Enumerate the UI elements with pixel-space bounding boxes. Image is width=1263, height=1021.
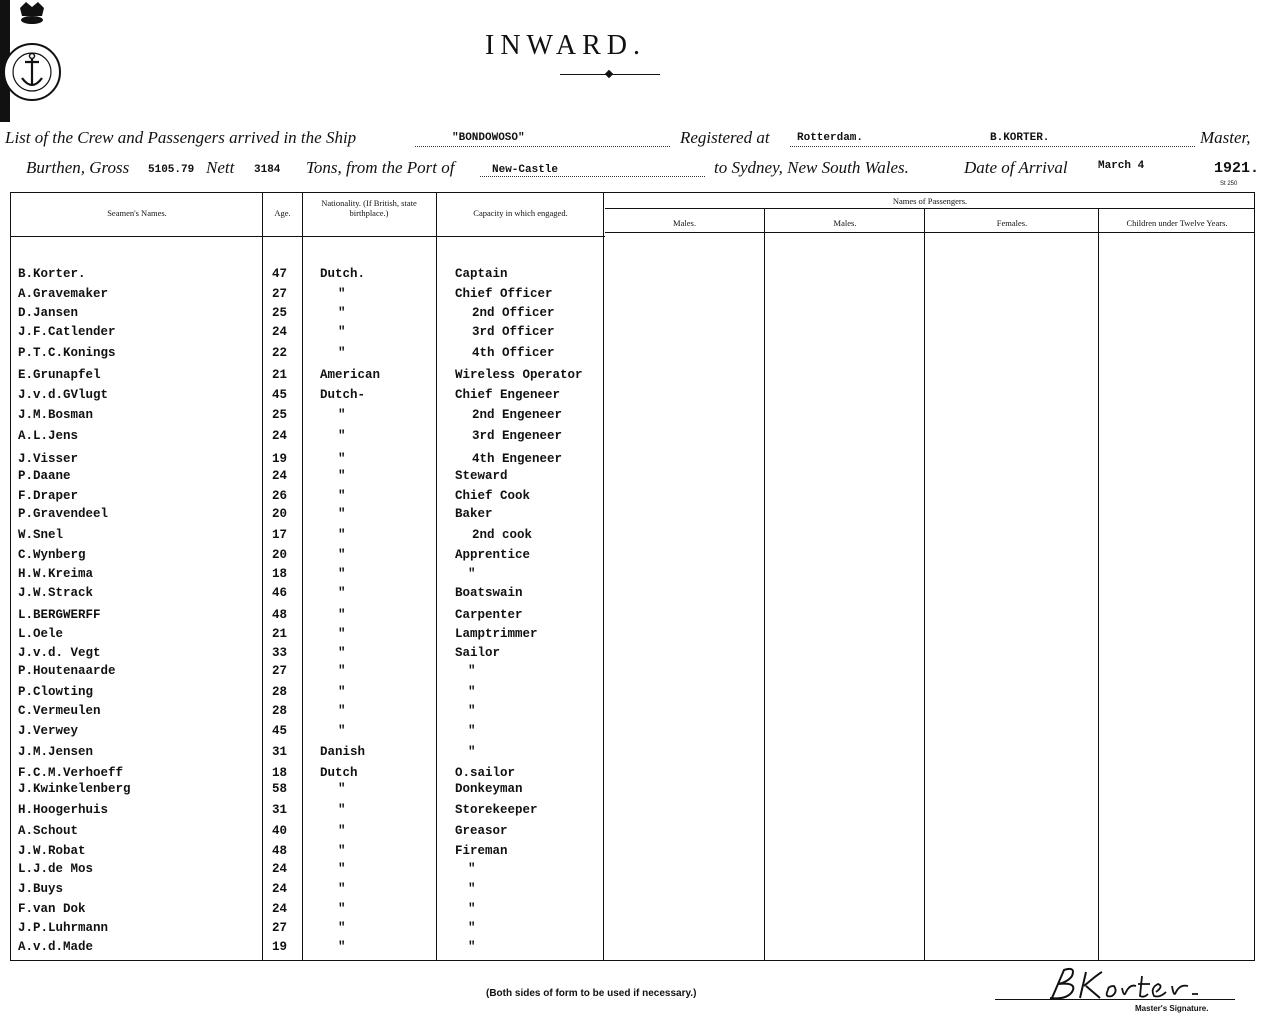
col-border-males2: [764, 208, 765, 960]
crew-nationality: ": [338, 452, 346, 466]
crew-name: F.C.M.Verhoeff: [18, 766, 124, 780]
arrival-year: 1921.: [1214, 160, 1260, 177]
crew-name: J.F.Catlender: [18, 325, 116, 339]
table-bottom-rule: [10, 960, 1255, 961]
crew-name: J.Buys: [18, 882, 64, 896]
crew-name: J.v.d. Vegt: [18, 646, 101, 660]
crew-capacity: 2nd Engeneer: [472, 408, 563, 422]
crew-name: P.Gravendeel: [18, 507, 109, 521]
crew-name: J.Verwey: [18, 724, 79, 738]
crew-capacity: 2nd cook: [472, 528, 533, 542]
crew-age: 46: [272, 586, 288, 600]
crew-name: J.v.d.GVlugt: [18, 388, 109, 402]
table-top-rule: [10, 192, 1255, 193]
crew-nationality: ": [338, 627, 346, 641]
crew-age: 24: [272, 325, 288, 339]
crew-nationality: ": [338, 724, 346, 738]
crew-age: 19: [272, 940, 288, 954]
crew-capacity: Captain: [455, 267, 508, 281]
crew-name: J.M.Jensen: [18, 745, 94, 759]
col-head-females: Females.: [996, 218, 1028, 228]
crew-age: 27: [272, 921, 288, 935]
crew-nationality: ": [338, 325, 346, 339]
crew-capacity: 3rd Engeneer: [472, 429, 563, 443]
crew-capacity: ": [468, 664, 476, 678]
crew-nationality: ": [338, 306, 346, 320]
crew-name: H.Hoogerhuis: [18, 803, 109, 817]
crew-capacity: ": [468, 882, 476, 896]
crew-nationality: ": [338, 429, 346, 443]
crew-nationality: ": [338, 902, 346, 916]
crew-nationality: ": [338, 685, 346, 699]
crew-nationality: ": [338, 489, 346, 503]
crew-age: 19: [272, 452, 288, 466]
crew-capacity: ": [468, 921, 476, 935]
crew-nationality: ": [338, 940, 346, 954]
crew-age: 25: [272, 408, 288, 422]
crew-age: 24: [272, 902, 288, 916]
crew-nationality: ": [338, 586, 346, 600]
crew-capacity: Steward: [455, 469, 508, 483]
crew-nationality: ": [338, 567, 346, 581]
crew-age: 24: [272, 469, 288, 483]
crew-capacity: Baker: [455, 507, 493, 521]
crew-capacity: Chief Cook: [455, 489, 531, 503]
col-border-females: [924, 208, 925, 960]
registered-at: Rotterdam.: [797, 132, 864, 144]
crew-age: 28: [272, 704, 288, 718]
col-head-capacity: Capacity in which engaged.: [473, 208, 568, 218]
crew-capacity: ": [468, 745, 476, 759]
crew-name: A.L.Jens: [18, 429, 79, 443]
header-master-label: Master,: [1200, 128, 1251, 147]
crew-capacity: ": [468, 567, 476, 581]
crew-name: P.T.C.Konings: [18, 346, 116, 360]
crew-age: 22: [272, 346, 288, 360]
crew-age: 25: [272, 306, 288, 320]
crew-age: 28: [272, 685, 288, 699]
crew-nationality: ": [338, 844, 346, 858]
crew-nationality: ": [338, 507, 346, 521]
crew-capacity: 2nd Officer: [472, 306, 555, 320]
crew-nationality: Dutch.: [320, 267, 366, 281]
crew-age: 21: [272, 368, 288, 382]
ship-name-line: [415, 146, 670, 147]
crew-age: 24: [272, 862, 288, 876]
crew-name: F.Draper: [18, 489, 79, 503]
crew-age: 45: [272, 388, 288, 402]
crew-capacity: Lamptrimmer: [455, 627, 538, 641]
col-border-nationality: [302, 192, 303, 960]
port-of-departure: New-Castle: [492, 164, 559, 176]
master-signature: [1042, 964, 1212, 1004]
crew-name: P.Daane: [18, 469, 71, 483]
crew-name: C.Wynberg: [18, 548, 86, 562]
header-arrival-label: Date of Arrival: [964, 158, 1068, 177]
signature-caption: Master's Signature.: [1135, 1004, 1209, 1013]
document-title: INWARD.: [485, 30, 646, 61]
crew-age: 48: [272, 608, 288, 622]
crew-nationality: ": [338, 664, 346, 678]
crew-name: P.Clowting: [18, 685, 94, 699]
col-head-males-1: Males.: [673, 218, 696, 228]
crew-nationality: ": [338, 803, 346, 817]
nett-tons: 3184: [254, 164, 281, 176]
crew-name: E.Grunapfel: [18, 368, 101, 382]
crew-name: H.W.Kreima: [18, 567, 94, 581]
col-head-males-2: Males.: [833, 218, 857, 228]
crew-age: 21: [272, 627, 288, 641]
crew-capacity: Donkeyman: [455, 782, 523, 796]
crew-nationality: Dutch-: [320, 388, 366, 402]
crew-name: A.v.d.Made: [18, 940, 94, 954]
crew-age: 18: [272, 567, 288, 581]
col-head-age: Age.: [274, 208, 291, 218]
col-border-left: [10, 192, 11, 960]
crew-age: 26: [272, 489, 288, 503]
crew-nationality: ": [338, 704, 346, 718]
header-bottom-rule: [10, 236, 605, 237]
col-border-capacity: [436, 192, 437, 960]
crew-nationality: ": [338, 346, 346, 360]
crew-capacity: 4th Engeneer: [472, 452, 563, 466]
passenger-subheader-rule: [605, 208, 1255, 209]
crew-age: 18: [272, 766, 288, 780]
gross-tons: 5105.79: [148, 164, 195, 176]
header-list-label: List of the Crew and Passengers arrived in the Ship: [5, 128, 357, 147]
crew-name: L.BERGWERFF: [18, 608, 101, 622]
crew-name: C.Vermeulen: [18, 704, 101, 718]
crew-nationality: ": [338, 921, 346, 935]
crew-name: J.W.Robat: [18, 844, 86, 858]
crew-name: F.van Dok: [18, 902, 86, 916]
crew-name: P.Houtenaarde: [18, 664, 116, 678]
crew-nationality: ": [338, 287, 346, 301]
crew-name: L.Oele: [18, 627, 64, 641]
crew-nationality: ": [338, 782, 346, 796]
crew-capacity: ": [468, 724, 476, 738]
ship-name: "BONDOWOSO": [452, 132, 525, 144]
crew-nationality: ": [338, 528, 346, 542]
crew-nationality: ": [338, 882, 346, 896]
col-head-passengers: Names of Passengers.: [892, 196, 968, 206]
crew-name: J.M.Bosman: [18, 408, 94, 422]
crew-name: J.Visser: [18, 452, 79, 466]
crew-name: W.Snel: [18, 528, 64, 542]
crew-capacity: ": [468, 685, 476, 699]
crew-name: D.Jansen: [18, 306, 79, 320]
arrival-date: March 4: [1098, 160, 1145, 172]
crew-age: 17: [272, 528, 288, 542]
crew-name: A.Gravemaker: [18, 287, 109, 301]
header-destination: to Sydney, New South Wales.: [714, 158, 909, 177]
crew-capacity: Sailor: [455, 646, 501, 660]
crew-capacity: ": [468, 704, 476, 718]
crew-capacity: Chief Engeneer: [455, 388, 561, 402]
crew-age: 58: [272, 782, 288, 796]
crew-nationality: ": [338, 646, 346, 660]
crew-capacity: Carpenter: [455, 608, 523, 622]
crew-nationality: ": [338, 862, 346, 876]
crew-nationality: Danish: [320, 745, 366, 759]
registered-line: [790, 146, 1195, 147]
footer-note: (Both sides of form to be used if necessary.): [486, 988, 697, 999]
crew-name: J.W.Strack: [18, 586, 94, 600]
crew-age: 27: [272, 664, 288, 678]
crew-nationality: ": [338, 469, 346, 483]
master-name: B.KORTER.: [990, 132, 1050, 144]
col-head-names: Seamen's Names.: [107, 208, 167, 218]
crew-nationality: American: [320, 368, 381, 382]
header-nett-label: Nett: [206, 158, 235, 177]
title-rule: [560, 74, 660, 75]
crew-capacity: Wireless Operator: [455, 368, 583, 382]
header-burthen-label: Burthen, Gross: [26, 158, 130, 177]
col-border-passengers: [603, 192, 604, 960]
crew-age: 48: [272, 844, 288, 858]
crew-age: 24: [272, 882, 288, 896]
shipping-master-seal: [0, 0, 64, 122]
crew-capacity: ": [468, 902, 476, 916]
passenger-header-bottom-rule: [605, 232, 1255, 233]
crew-age: 31: [272, 803, 288, 817]
crew-name: L.J.de Mos: [18, 862, 94, 876]
crew-age: 45: [272, 724, 288, 738]
col-head-nationality: Nationality. (If British, state birthplace.): [321, 198, 417, 218]
crew-age: 20: [272, 507, 288, 521]
crew-capacity: Apprentice: [455, 548, 531, 562]
crew-capacity: ": [468, 862, 476, 876]
crew-capacity: Chief Officer: [455, 287, 553, 301]
crew-capacity: 4th Officer: [472, 346, 555, 360]
crew-capacity: O.sailor: [455, 766, 516, 780]
crew-nationality: ": [338, 608, 346, 622]
crew-age: 40: [272, 824, 288, 838]
crew-name: A.Schout: [18, 824, 79, 838]
crew-name: B.Korter.: [18, 267, 86, 281]
crew-age: 31: [272, 745, 288, 759]
crew-nationality: ": [338, 408, 346, 422]
col-head-children: Children under Twelve Years.: [1126, 218, 1228, 228]
col-border-right: [1254, 192, 1255, 960]
crew-age: 47: [272, 267, 288, 281]
crew-nationality: ": [338, 548, 346, 562]
crew-capacity: ": [468, 940, 476, 954]
crew-name: J.Kwinkelenberg: [18, 782, 131, 796]
col-border-age: [262, 192, 263, 960]
crew-capacity: Storekeeper: [455, 803, 538, 817]
col-border-children: [1098, 208, 1099, 960]
header-port-label: Tons, from the Port of: [306, 158, 455, 177]
crew-nationality: Dutch: [320, 766, 358, 780]
crew-capacity: Greasor: [455, 824, 508, 838]
crew-age: 20: [272, 548, 288, 562]
form-number: St 250: [1220, 181, 1238, 187]
crew-age: 27: [272, 287, 288, 301]
port-line: [480, 176, 705, 177]
crew-age: 33: [272, 646, 288, 660]
crew-capacity: 3rd Officer: [472, 325, 555, 339]
header-registered-label: Registered at: [680, 128, 770, 147]
crew-capacity: Fireman: [455, 844, 508, 858]
crew-name: J.P.Luhrmann: [18, 921, 109, 935]
crew-age: 24: [272, 429, 288, 443]
crew-capacity: Boatswain: [455, 586, 523, 600]
crew-nationality: ": [338, 824, 346, 838]
